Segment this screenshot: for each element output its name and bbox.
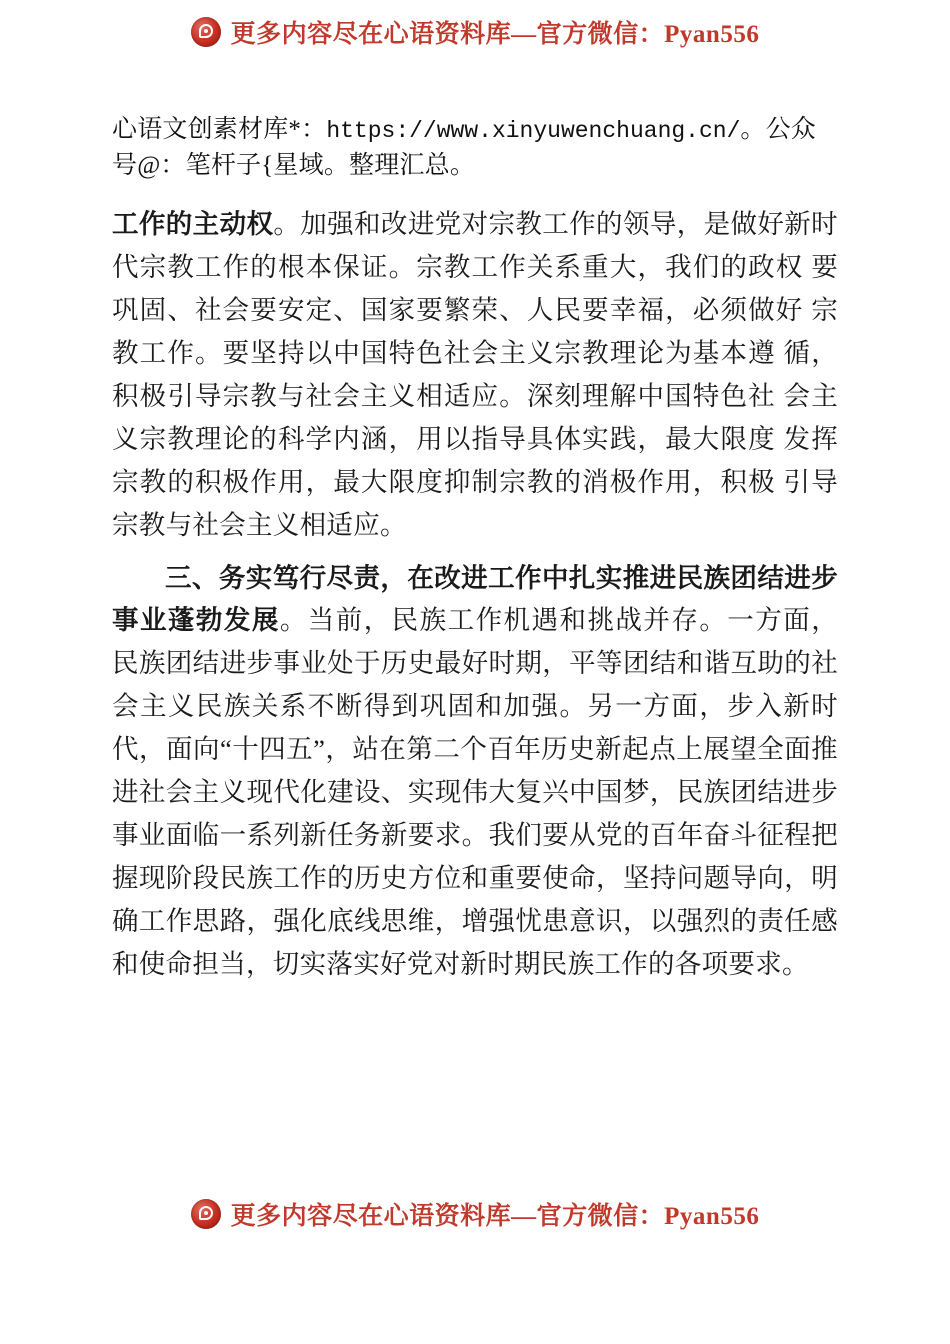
paragraph-1-text: 。加强和改进党对宗教工作的领导，是做好新时代宗教工作的根本保证。宗教工作关系重大，我们的政权 要巩固、社会要安定、国家要繁荣、人民要幸福，必须做好 宗教工作。要坚持以中国特色社会主义宗教理论为基本遵 循，积极引导宗教与社会主义相适应。深刻理解中国特色社 会主义宗教理论的科学内涵，用以指导具体实践，最大限度 发挥宗教的积极作用，最大限度抑制宗教的消极作用，积极 引导宗教与社会主义相适应。 xyxy=(112,209,838,540)
source-note-url: https://www.xinyuwenchuang.cn/ xyxy=(326,118,741,144)
paragraph-1-lead: 工作的主动权 xyxy=(112,209,274,240)
source-note-suffix: 。公众号@：笔杆子{星域。整理汇总。 xyxy=(112,116,816,179)
paragraph-1 xyxy=(112,203,838,546)
speech-bubble-logo-icon xyxy=(191,1199,221,1229)
section-heading-3: 三、务实笃行尽责，在改进工作中扎实推进民族团结进步事业蓬勃发展。当前，民族工作机遇和挑战并存。一方面， 民族团结进步事业处于历史最好时期，平等团结和谐互助的社会主义民族关系不断得到巩固和加强。另一方面，步入新时代，面向“十四五”，站在第二个百年历史新起点上展望全面推进社会主义现代化建设、实现伟大复兴中国梦，民族团结进步事业面临一系列新任务新要求。我们要从党的百年奋斗征程把握现阶段民族工作的历史方位和重要使命，坚持问题导向，明确工作思路，强化底线思维，增强忧患意识，以强烈的责任感和使命担当，切实落实好党对新时期民族工作的各项要求。 xyxy=(112,562,838,979)
watermark-top xyxy=(0,14,950,50)
speech-bubble-logo-icon xyxy=(191,17,221,47)
watermark-bottom xyxy=(0,1196,950,1232)
document-body xyxy=(112,112,838,988)
paragraph-2-text: 。当前，民族工作机遇和挑战并存。一方面， 民族团结进步事业处于历史最好时期，平等团结和谐互助的社会主义民族关系不断得到巩固和加强。另一方面，步入新时代，面向“十四五”，站在第二个百年历史新起点上展望全面推进社会主义现代化建设、实现伟大复兴中国梦，民族团结进步事业面临一系列新任务新要求。我们要从党的百年奋斗征程把握现阶段民族工作的历史方位和重要使命，坚持问题导向，明确工作思路，强化底线思维，增强忧患意识，以强烈的责任感和使命担当，切实落实好党对新时期民族工作的各项要求。 xyxy=(112,605,838,979)
source-note xyxy=(112,112,838,183)
watermark-text: 更多内容尽在心语资料库—官方微信：Pyan556 xyxy=(230,1203,760,1230)
watermark-text: 更多内容尽在心语资料库—官方微信：Pyan556 xyxy=(230,21,760,48)
source-note-prefix: 心语文创素材库*： xyxy=(112,116,327,143)
